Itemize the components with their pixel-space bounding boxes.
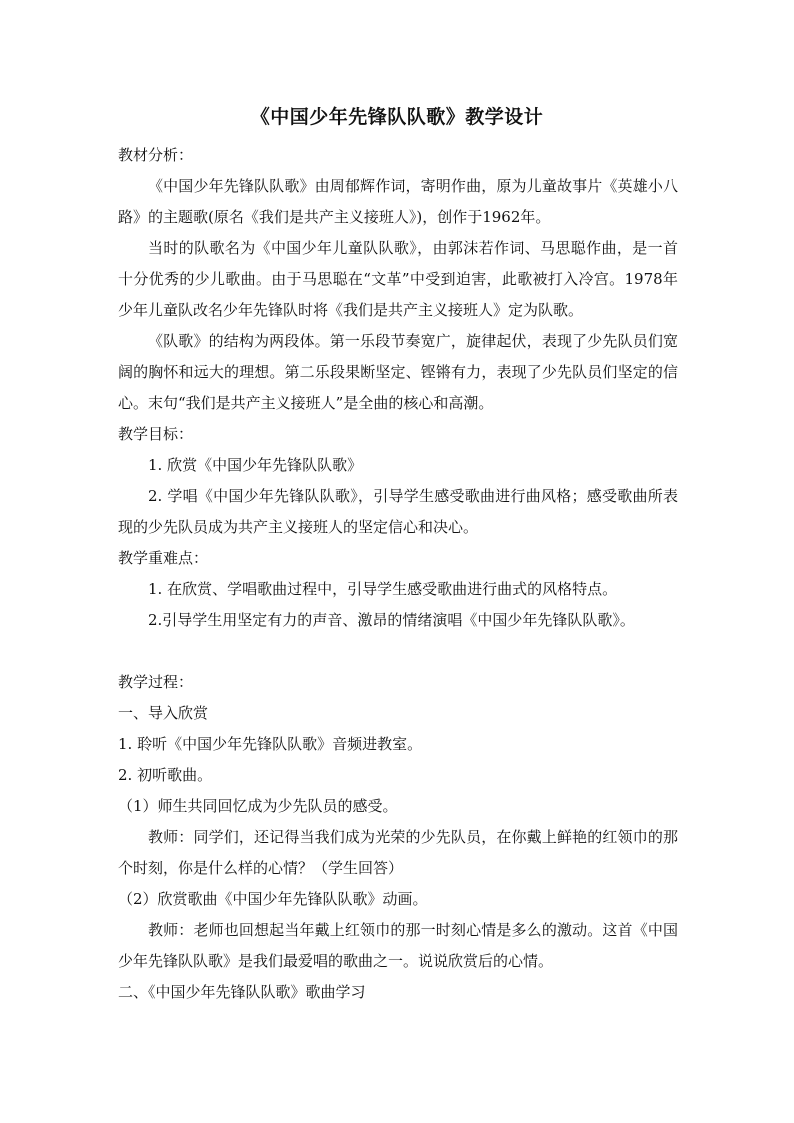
key-points-heading: 教学重难点： [118, 549, 209, 567]
analysis-heading: 教材分析： [118, 146, 194, 164]
goal-item-2: 2. 学唱《中国少年先锋队队歌》，引导学生感受歌曲进行曲风格；感受歌曲所表现的少先队员成为共产主义接班人的坚定信心和决心。 [118, 487, 678, 536]
goal-item-1: 1. 欣赏《中国少年先锋队队歌》 [148, 456, 363, 474]
analysis-paragraph-2: 当时的队歌名为《中国少年儿童队队歌》，由郭沫若作词、马思聪作曲，是一首十分优秀的少儿歌曲。由于马思聪在“文革”中受到迫害，此歌被打入冷宫。1978年少年儿童队改名少年先锋队时将《我们是共产主义接班人》定为队歌。 [118, 239, 678, 319]
key-point-1: 1. 在欣赏、学唱歌曲过程中，引导学生感受歌曲进行曲式的风格特点。 [148, 580, 618, 598]
part-2-heading: 二、《中国少年先锋队队歌》歌曲学习 [118, 983, 366, 1001]
document-body [118, 140, 678, 1008]
blank-line [118, 636, 678, 667]
teacher-dialogue-1: 教师：同学们，还记得当我们成为光荣的少先队员，在你戴上鲜艳的红领巾的那个时刻，你是什么样的心情？（学生回答） [118, 828, 678, 877]
analysis-paragraph-3: 《队歌》的结构为两段体。第一乐段节奏宽广，旋律起伏，表现了少先队员们宽阔的胸怀和远大的理想。第二乐段果断坚定、铿锵有力，表现了少先队员们坚定的信心。末句“我们是共产主义接班人”是全曲的核心和高潮。 [118, 332, 678, 412]
analysis-paragraph-1: 《中国少年先锋队队歌》由周郁辉作词，寄明作曲，原为儿童故事片《英雄小八路》的主题歌(原名《我们是共产主义接班人》)，创作于1962年。 [118, 177, 678, 226]
teacher-dialogue-2: 教师：老师也回想起当年戴上红领巾的那一时刻心情是多么的激动。这首《中国少年先锋队队歌》是我们最爱唱的歌曲之一。说说欣赏后的心情。 [118, 921, 678, 970]
sub-step-1: （1）师生共同回忆成为少先队员的感受。 [118, 797, 398, 815]
goals-heading: 教学目标： [118, 425, 194, 443]
key-point-2: 2.引导学生用坚定有力的声音、激昂的情绪演唱《中国少年先锋队队歌》。 [148, 611, 635, 629]
sub-step-2: （2）欣赏歌曲《中国少年先锋队队歌》动画。 [118, 890, 428, 908]
document-title: 《中国少年先锋队队歌》教学设计 [250, 106, 544, 128]
process-heading: 教学过程： [118, 673, 194, 691]
part-1-heading: 一、导入欣赏 [118, 704, 209, 722]
step-2: 2. 初听歌曲。 [118, 766, 213, 784]
step-1: 1. 聆听《中国少年先锋队队歌》音频进教室。 [118, 735, 423, 753]
